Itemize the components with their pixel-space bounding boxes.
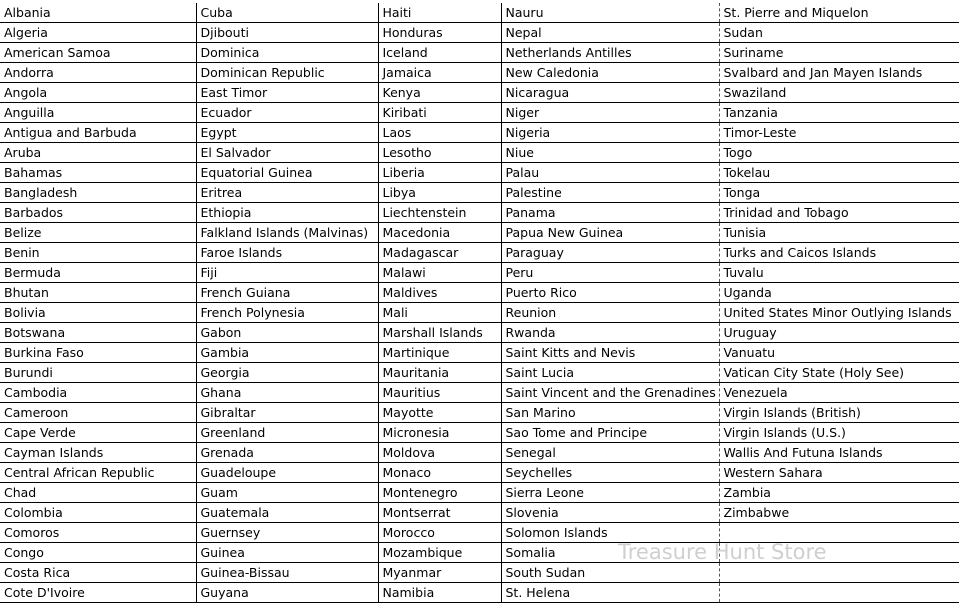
table-cell[interactable]: Suriname [719, 43, 959, 63]
table-cell[interactable]: Paraguay [501, 243, 719, 263]
table-cell[interactable]: Haiti [378, 3, 501, 23]
table-cell[interactable]: Puerto Rico [501, 283, 719, 303]
table-cell[interactable]: Macedonia [378, 223, 501, 243]
table-row [0, 523, 959, 543]
table-cell[interactable]: Guam [196, 483, 378, 503]
table-cell[interactable]: Bermuda [0, 263, 196, 283]
table-cell[interactable]: Guinea [196, 543, 378, 563]
table-cell[interactable]: El Salvador [196, 143, 378, 163]
table-cell[interactable]: Tuvalu [719, 263, 959, 283]
table-cell[interactable]: Libya [378, 183, 501, 203]
table-row [0, 403, 959, 423]
table-cell[interactable]: Mauritania [378, 363, 501, 383]
table-cell[interactable]: Honduras [378, 23, 501, 43]
table-cell[interactable]: Belize [0, 223, 196, 243]
table-cell[interactable]: Guinea-Bissau [196, 563, 378, 583]
table-cell[interactable]: Botswana [0, 323, 196, 343]
table-cell[interactable]: American Samoa [0, 43, 196, 63]
table-cell[interactable]: New Caledonia [501, 63, 719, 83]
table-cell[interactable] [719, 563, 959, 583]
table-cell[interactable]: Papua New Guinea [501, 223, 719, 243]
table-cell[interactable]: Barbados [0, 203, 196, 223]
table-row [0, 583, 959, 603]
table-row [0, 43, 959, 63]
table-row [0, 483, 959, 503]
table-cell[interactable]: Iceland [378, 43, 501, 63]
table-row [0, 463, 959, 483]
table-row [0, 543, 959, 563]
table-cell[interactable]: Nigeria [501, 123, 719, 143]
table-cell[interactable]: Turks and Caicos Islands [719, 243, 959, 263]
table-cell[interactable]: Central African Republic [0, 463, 196, 483]
table-cell[interactable]: Aruba [0, 143, 196, 163]
table-cell[interactable]: Micronesia [378, 423, 501, 443]
table-cell[interactable]: Somalia [501, 543, 719, 563]
table-cell[interactable]: Saint Lucia [501, 363, 719, 383]
table-cell[interactable]: Wallis And Futuna Islands [719, 443, 959, 463]
table-cell[interactable]: Anguilla [0, 103, 196, 123]
table-cell[interactable]: Ghana [196, 383, 378, 403]
table-cell[interactable]: Senegal [501, 443, 719, 463]
table-cell[interactable]: Monaco [378, 463, 501, 483]
table-cell[interactable]: Svalbard and Jan Mayen Islands [719, 63, 959, 83]
table-cell[interactable]: Fiji [196, 263, 378, 283]
table-cell[interactable]: Mali [378, 303, 501, 323]
table-row [0, 363, 959, 383]
table-cell[interactable]: Ecuador [196, 103, 378, 123]
table-cell[interactable]: Tanzania [719, 103, 959, 123]
table-cell[interactable]: Guyana [196, 583, 378, 603]
table-cell[interactable]: Montenegro [378, 483, 501, 503]
table-cell[interactable]: Reunion [501, 303, 719, 323]
table-cell[interactable]: Colombia [0, 503, 196, 523]
table-cell[interactable]: St. Pierre and Miquelon [719, 3, 959, 23]
table-cell[interactable]: Bangladesh [0, 183, 196, 203]
table-cell[interactable]: Nicaragua [501, 83, 719, 103]
table-cell[interactable]: Saint Vincent and the Grenadines [501, 383, 719, 403]
table-cell[interactable]: Andorra [0, 63, 196, 83]
table-cell[interactable]: Slovenia [501, 503, 719, 523]
table-cell[interactable]: Vatican City State (Holy See) [719, 363, 959, 383]
table-cell[interactable]: Saint Kitts and Nevis [501, 343, 719, 363]
table-cell[interactable]: Falkland Islands (Malvinas) [196, 223, 378, 243]
table-row [0, 263, 959, 283]
table-cell[interactable]: Guadeloupe [196, 463, 378, 483]
table-cell[interactable]: Gibraltar [196, 403, 378, 423]
table-cell[interactable]: French Polynesia [196, 303, 378, 323]
table-cell[interactable]: Uruguay [719, 323, 959, 343]
table-cell[interactable]: Niger [501, 103, 719, 123]
table-cell[interactable]: Western Sahara [719, 463, 959, 483]
table-cell[interactable]: Virgin Islands (British) [719, 403, 959, 423]
watermark-text: Treasure Hunt Store [618, 540, 827, 564]
table-cell[interactable]: Eritrea [196, 183, 378, 203]
table-cell[interactable]: Djibouti [196, 23, 378, 43]
table-cell[interactable]: Bolivia [0, 303, 196, 323]
table-cell[interactable]: Angola [0, 83, 196, 103]
table-cell[interactable]: St. Helena [501, 583, 719, 603]
table-cell[interactable]: Kenya [378, 83, 501, 103]
table-cell[interactable]: Mozambique [378, 543, 501, 563]
table-cell[interactable]: Burkina Faso [0, 343, 196, 363]
table-row [0, 203, 959, 223]
table-row [0, 23, 959, 43]
table-cell[interactable]: Montserrat [378, 503, 501, 523]
table-cell[interactable]: Solomon Islands [501, 523, 719, 543]
table-cell[interactable]: Lesotho [378, 143, 501, 163]
table-cell[interactable]: Netherlands Antilles [501, 43, 719, 63]
table-cell[interactable]: Cayman Islands [0, 443, 196, 463]
table-cell[interactable]: Palau [501, 163, 719, 183]
table-cell[interactable]: Liberia [378, 163, 501, 183]
table-cell[interactable]: Bhutan [0, 283, 196, 303]
table-cell[interactable]: Comoros [0, 523, 196, 543]
table-cell[interactable]: Egypt [196, 123, 378, 143]
table-cell[interactable]: Nepal [501, 23, 719, 43]
table-cell[interactable]: Mauritius [378, 383, 501, 403]
table-cell[interactable]: Namibia [378, 583, 501, 603]
table-row [0, 143, 959, 163]
table-cell[interactable]: Equatorial Guinea [196, 163, 378, 183]
table-cell[interactable]: Congo [0, 543, 196, 563]
table-row [0, 83, 959, 103]
table-cell[interactable]: Mayotte [378, 403, 501, 423]
table-row [0, 343, 959, 363]
table-row [0, 63, 959, 83]
table-row [0, 183, 959, 203]
table-cell[interactable]: Palestine [501, 183, 719, 203]
table-row [0, 123, 959, 143]
country-table-body [0, 3, 959, 603]
table-cell[interactable]: Guatemala [196, 503, 378, 523]
table-cell[interactable]: Malawi [378, 263, 501, 283]
table-cell[interactable]: Peru [501, 263, 719, 283]
table-cell[interactable] [719, 583, 959, 603]
table-cell[interactable]: Kiribati [378, 103, 501, 123]
table-cell[interactable]: Rwanda [501, 323, 719, 343]
table-row [0, 443, 959, 463]
table-cell[interactable]: Madagascar [378, 243, 501, 263]
table-cell[interactable]: Moldova [378, 443, 501, 463]
table-cell[interactable]: Morocco [378, 523, 501, 543]
table-cell[interactable]: Maldives [378, 283, 501, 303]
table-cell[interactable]: Cambodia [0, 383, 196, 403]
table-cell[interactable]: Tunisia [719, 223, 959, 243]
table-row [0, 3, 959, 23]
table-row [0, 383, 959, 403]
table-cell[interactable]: Martinique [378, 343, 501, 363]
table-cell[interactable]: Seychelles [501, 463, 719, 483]
table-cell[interactable]: Cote D'Ivoire [0, 583, 196, 603]
table-cell[interactable]: East Timor [196, 83, 378, 103]
table-row [0, 563, 959, 583]
table-cell[interactable]: Dominican Republic [196, 63, 378, 83]
table-cell[interactable]: Virgin Islands (U.S.) [719, 423, 959, 443]
table-cell[interactable]: South Sudan [501, 563, 719, 583]
table-cell[interactable]: Timor-Leste [719, 123, 959, 143]
table-cell[interactable]: Myanmar [378, 563, 501, 583]
table-cell[interactable]: Guernsey [196, 523, 378, 543]
table-row [0, 323, 959, 343]
table-row [0, 163, 959, 183]
table-cell[interactable]: Liechtenstein [378, 203, 501, 223]
table-cell[interactable]: Antigua and Barbuda [0, 123, 196, 143]
table-cell[interactable]: Albania [0, 3, 196, 23]
table-cell[interactable]: Georgia [196, 363, 378, 383]
table-cell[interactable]: Niue [501, 143, 719, 163]
table-cell[interactable]: Sao Tome and Principe [501, 423, 719, 443]
table-row [0, 303, 959, 323]
table-cell[interactable]: Gambia [196, 343, 378, 363]
table-cell[interactable]: Dominica [196, 43, 378, 63]
table-cell[interactable]: Swaziland [719, 83, 959, 103]
table-cell[interactable]: Tonga [719, 183, 959, 203]
table-cell[interactable] [719, 523, 959, 543]
table-cell[interactable]: Sudan [719, 23, 959, 43]
table-cell[interactable]: Cameroon [0, 403, 196, 423]
table-cell[interactable]: French Guiana [196, 283, 378, 303]
table-cell[interactable]: Greenland [196, 423, 378, 443]
table-cell[interactable]: Ethiopia [196, 203, 378, 223]
table-cell[interactable]: Zambia [719, 483, 959, 503]
table-cell[interactable]: Gabon [196, 323, 378, 343]
table-cell[interactable]: Nauru [501, 3, 719, 23]
table-cell[interactable]: Venezuela [719, 383, 959, 403]
table-row [0, 503, 959, 523]
table-cell[interactable]: Tokelau [719, 163, 959, 183]
table-cell[interactable]: Togo [719, 143, 959, 163]
table-row [0, 103, 959, 123]
table-cell[interactable]: Chad [0, 483, 196, 503]
table-cell[interactable]: Burundi [0, 363, 196, 383]
table-cell[interactable]: Zimbabwe [719, 503, 959, 523]
table-cell[interactable]: Algeria [0, 23, 196, 43]
table-cell[interactable]: Uganda [719, 283, 959, 303]
table-cell[interactable]: Benin [0, 243, 196, 263]
table-cell[interactable]: Cape Verde [0, 423, 196, 443]
table-cell[interactable]: Trinidad and Tobago [719, 203, 959, 223]
table-cell[interactable]: Laos [378, 123, 501, 143]
table-cell[interactable]: Marshall Islands [378, 323, 501, 343]
table-row [0, 223, 959, 243]
table-row [0, 243, 959, 263]
table-cell[interactable]: United States Minor Outlying Islands [719, 303, 959, 323]
table-cell[interactable]: Faroe Islands [196, 243, 378, 263]
table-row [0, 283, 959, 303]
table-cell[interactable]: Bahamas [0, 163, 196, 183]
country-table [0, 3, 959, 603]
table-cell[interactable]: Grenada [196, 443, 378, 463]
table-cell[interactable]: San Marino [501, 403, 719, 423]
table-cell[interactable]: Cuba [196, 3, 378, 23]
table-cell[interactable]: Costa Rica [0, 563, 196, 583]
table-cell[interactable]: Jamaica [378, 63, 501, 83]
table-cell[interactable]: Sierra Leone [501, 483, 719, 503]
table-cell[interactable]: Vanuatu [719, 343, 959, 363]
table-cell[interactable] [719, 543, 959, 563]
table-row [0, 423, 959, 443]
table-cell[interactable]: Panama [501, 203, 719, 223]
